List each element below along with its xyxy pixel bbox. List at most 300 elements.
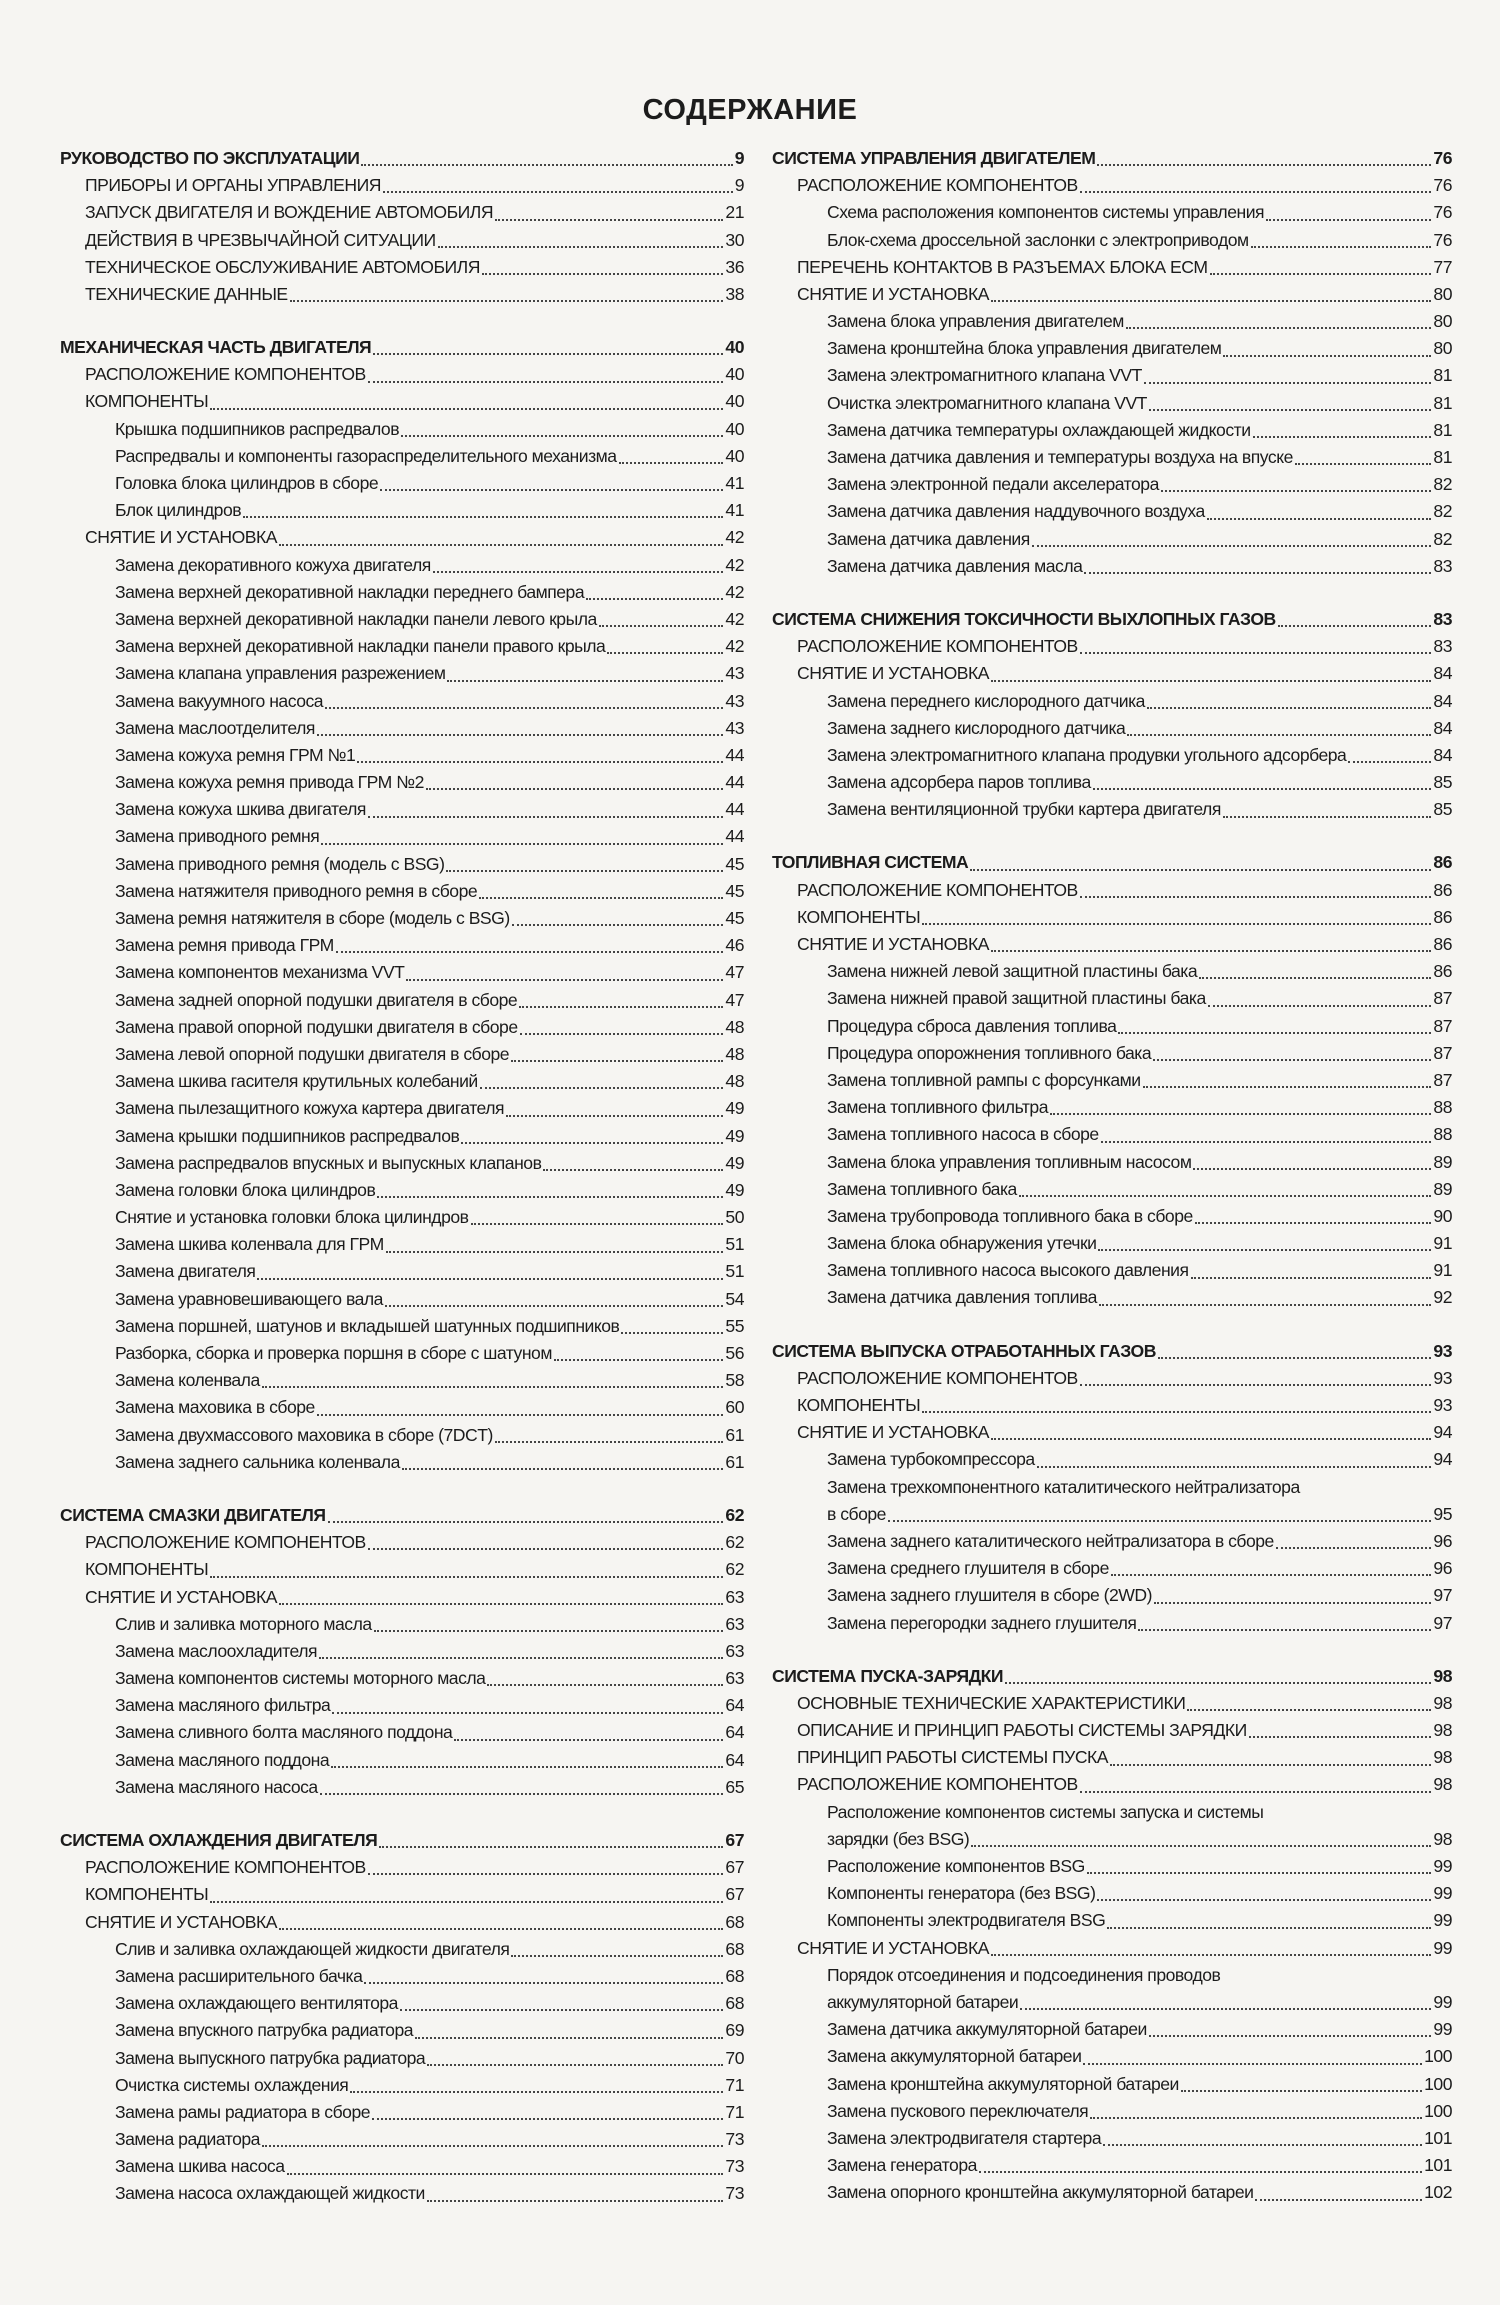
toc-entry[interactable]: [772, 2098, 1452, 2125]
toc-entry[interactable]: [772, 1853, 1452, 1880]
toc-subsection[interactable]: [60, 1854, 744, 1881]
toc-entry[interactable]: [772, 390, 1452, 417]
toc-dot-leader: [1208, 1005, 1432, 1007]
toc-entry[interactable]: [772, 2016, 1452, 2043]
toc-entry-title: в сборе: [827, 1503, 886, 1524]
toc-entry[interactable]: [772, 1121, 1452, 1148]
toc-entry[interactable]: [772, 1094, 1452, 1121]
toc-page-number: 82: [1433, 474, 1452, 495]
toc-entry[interactable]: [60, 769, 744, 796]
toc-entry[interactable]: [60, 932, 744, 959]
toc-page-number: 56: [725, 1343, 744, 1364]
toc-entry-title: Компоненты электродвигателя BSG: [827, 1910, 1106, 1931]
toc-section-heading[interactable]: [772, 606, 1452, 633]
toc-page-number: 99: [1433, 1883, 1452, 1904]
toc-entry[interactable]: [60, 2072, 744, 2099]
toc-page-number: 77: [1433, 256, 1452, 277]
toc-page-number: 83: [1433, 636, 1452, 657]
toc-dot-leader: [447, 680, 723, 682]
toc-dot-leader: [1191, 1277, 1432, 1279]
toc-subsection[interactable]: [772, 1365, 1452, 1392]
toc-entry-title: СНЯТИЕ И УСТАНОВКА: [797, 934, 989, 955]
toc-entry[interactable]: [772, 1610, 1452, 1637]
toc-entry[interactable]: [772, 526, 1452, 553]
toc-entry-title: ПРИБОРЫ И ОРГАНЫ УПРАВЛЕНИЯ: [85, 175, 381, 196]
toc-page-number: 86: [1433, 906, 1452, 927]
toc-subsection[interactable]: [772, 281, 1452, 308]
toc-entry-title: Замена топливного фильтра: [827, 1097, 1048, 1118]
toc-subsection[interactable]: [60, 254, 744, 281]
toc-dot-leader: [495, 219, 723, 221]
toc-page-number: 44: [725, 826, 744, 847]
toc-entry[interactable]: [60, 1963, 744, 1990]
toc-entry[interactable]: [60, 1313, 744, 1340]
toc-entry[interactable]: [60, 633, 744, 660]
toc-entry[interactable]: [60, 1259, 744, 1286]
toc-page-number: 42: [725, 554, 744, 575]
toc-entry-title: Замена компонентов механизма VVT: [115, 962, 405, 983]
toc-entry[interactable]: [60, 1123, 744, 1150]
toc-entry[interactable]: [772, 553, 1452, 580]
toc-entry[interactable]: [60, 688, 744, 715]
toc-entry-title: Блок-схема дроссельной заслонки с электроприводом: [827, 229, 1249, 250]
toc-entry-title: Распредвалы и компоненты газораспределительного механизма: [115, 445, 617, 466]
toc-entry[interactable]: [60, 1286, 744, 1313]
toc-entry[interactable]: [772, 715, 1452, 742]
toc-entry[interactable]: [772, 1555, 1452, 1582]
toc-entry[interactable]: [60, 1720, 744, 1747]
toc-entry[interactable]: [60, 2181, 744, 2208]
toc-entry-title: СНЯТИЕ И УСТАНОВКА: [85, 1911, 277, 1932]
toc-entry-title: Процедура опорожнения топливного бака: [827, 1042, 1152, 1063]
toc-entry-title: СНЯТИЕ И УСТАНОВКА: [797, 283, 989, 304]
toc-subsection[interactable]: [772, 1690, 1452, 1717]
toc-dot-leader: [374, 1630, 724, 1632]
toc-entry[interactable]: [772, 985, 1452, 1012]
toc-section-heading[interactable]: [60, 1502, 744, 1529]
toc-entry-title: Замена адсорбера паров топлива: [827, 772, 1091, 793]
toc-entry-title: Замена блока управления топливным насосом: [827, 1151, 1192, 1172]
toc-section-heading[interactable]: [772, 1338, 1452, 1365]
toc-dot-leader: [1210, 273, 1432, 275]
toc-entry[interactable]: [772, 958, 1452, 985]
toc-entry[interactable]: [772, 1962, 1452, 1989]
toc-page-number: 42: [725, 608, 744, 629]
toc-page-number: 99: [1433, 1910, 1452, 1931]
toc-page-number: 89: [1433, 1151, 1452, 1172]
toc-page-number: 43: [725, 663, 744, 684]
toc-entry-title: Замена датчика аккумуляторной батареи: [827, 2019, 1147, 2040]
toc-page-number: 88: [1433, 1124, 1452, 1145]
toc-page-number: 73: [725, 2183, 744, 2204]
toc-entry[interactable]: [772, 1474, 1452, 1501]
toc-entry[interactable]: [772, 796, 1452, 823]
toc-page-number: 94: [1433, 1422, 1452, 1443]
toc-subsection[interactable]: [60, 361, 744, 388]
toc-entry[interactable]: [772, 1067, 1452, 1094]
toc-dot-leader: [357, 761, 723, 763]
toc-page-number: 98: [1433, 1828, 1452, 1849]
toc-entry[interactable]: [60, 1774, 744, 1801]
toc-entry-title: РАСПОЛОЖЕНИЕ КОМПОНЕНТОВ: [85, 1532, 366, 1553]
toc-dot-leader: [426, 788, 724, 790]
toc-page-number: 76: [1433, 202, 1452, 223]
toc-dot-leader: [1083, 2063, 1422, 2065]
toc-entry-title: ПРИНЦИП РАБОТЫ СИСТЕМЫ ПУСКА: [797, 1747, 1109, 1768]
toc-entry-title: Замена перегородки заднего глушителя: [827, 1612, 1137, 1633]
toc-page-number: 63: [725, 1640, 744, 1661]
toc-entry[interactable]: [60, 1747, 744, 1774]
toc-entry[interactable]: [772, 471, 1452, 498]
toc-page-number: 67: [725, 1857, 744, 1878]
toc-page-number: 63: [725, 1613, 744, 1634]
toc-entry-title: Замена датчика давления и температуры воздуха на впуске: [827, 447, 1293, 468]
toc-subsection[interactable]: [772, 1772, 1452, 1799]
toc-dot-leader: [1127, 734, 1431, 736]
toc-subsection[interactable]: [772, 904, 1452, 931]
toc-entry[interactable]: [60, 1231, 744, 1258]
toc-entry[interactable]: [772, 2071, 1452, 2098]
toc-page-number: 91: [1433, 1260, 1452, 1281]
toc-dot-leader: [991, 1438, 1431, 1440]
toc-entry[interactable]: [60, 1150, 744, 1177]
toc-entry[interactable]: [60, 552, 744, 579]
toc-dot-leader: [290, 300, 724, 302]
toc-section-heading[interactable]: [60, 145, 744, 172]
toc-entry[interactable]: [60, 878, 744, 905]
toc-entry-title: Замена натяжителя приводного ремня в сборе: [115, 880, 478, 901]
toc-entry[interactable]: [772, 1826, 1452, 1853]
toc-dot-leader: [321, 843, 723, 845]
toc-entry[interactable]: [60, 905, 744, 932]
toc-entry[interactable]: [60, 1638, 744, 1665]
toc-dot-leader: [1087, 1872, 1432, 1874]
toc-entry[interactable]: [60, 416, 744, 443]
toc-entry[interactable]: [60, 470, 744, 497]
toc-dot-leader: [287, 2173, 724, 2175]
toc-page-number: 65: [725, 1776, 744, 1797]
toc-page-number: 60: [725, 1397, 744, 1418]
toc-dot-leader: [385, 1305, 723, 1307]
toc-subsection[interactable]: [772, 877, 1452, 904]
toc-entry[interactable]: [772, 1446, 1452, 1473]
toc-page-number: 45: [725, 908, 744, 929]
toc-dot-leader: [210, 408, 723, 410]
toc-subsection[interactable]: [772, 660, 1452, 687]
toc-subsection[interactable]: [60, 227, 744, 254]
toc-entry[interactable]: [60, 2153, 744, 2180]
toc-entry-title: Замена ремня натяжителя в сборе (модель с BSG): [115, 908, 510, 929]
toc-entry[interactable]: [60, 1340, 744, 1367]
toc-page-number: 86: [1433, 879, 1452, 900]
toc-entry[interactable]: [772, 363, 1452, 390]
toc-dot-leader: [331, 1766, 723, 1768]
toc-subsection[interactable]: [60, 172, 744, 199]
toc-dot-leader: [364, 1982, 723, 1984]
toc-entry[interactable]: [60, 959, 744, 986]
toc-entry[interactable]: [772, 1528, 1452, 1555]
toc-entry-title: ТЕХНИЧЕСКИЕ ДАННЫЕ: [85, 283, 288, 304]
toc-dot-leader: [380, 489, 723, 491]
toc-entry-title: Замена масляного фильтра: [115, 1695, 331, 1716]
toc-dot-leader: [402, 1468, 724, 1470]
toc-page-number: 98: [1433, 1665, 1452, 1686]
toc-subsection[interactable]: [772, 172, 1452, 199]
toc-page-number: 85: [1433, 772, 1452, 793]
toc-entry[interactable]: [60, 1367, 744, 1394]
toc-subsection[interactable]: [772, 1419, 1452, 1446]
toc-page-number: 76: [1433, 147, 1452, 168]
toc-dot-leader: [971, 1845, 1431, 1847]
toc-entry[interactable]: [60, 1177, 744, 1204]
toc-page-number: 86: [1433, 961, 1452, 982]
toc-section-heading[interactable]: [772, 850, 1452, 877]
toc-section: [60, 334, 744, 1476]
toc-entry-title: аккумуляторной батареи: [827, 1991, 1019, 2012]
toc-entry-title: Снятие и установка головки блока цилиндров: [115, 1207, 469, 1228]
toc-entry[interactable]: [60, 1449, 744, 1476]
toc-entry-title: Замена кожуха ремня ГРМ №1: [115, 744, 356, 765]
toc-subsection[interactable]: [772, 1392, 1452, 1419]
toc-entry[interactable]: [772, 1257, 1452, 1284]
toc-subsection[interactable]: [60, 389, 744, 416]
toc-entry-title: Замена двигателя: [115, 1261, 256, 1282]
toc-entry[interactable]: [60, 1665, 744, 1692]
toc-entry[interactable]: [772, 1799, 1452, 1826]
toc-page-number: 67: [725, 1830, 744, 1851]
toc-subsection[interactable]: [60, 524, 744, 551]
toc-entry[interactable]: [772, 688, 1452, 715]
toc-entry[interactable]: [772, 1176, 1452, 1203]
toc-dot-leader: [1093, 788, 1432, 790]
toc-entry[interactable]: [60, 1014, 744, 1041]
toc-entry[interactable]: [60, 1611, 744, 1638]
toc-entry[interactable]: [60, 851, 744, 878]
toc-entry[interactable]: [772, 498, 1452, 525]
toc-page-number: 100: [1424, 2073, 1452, 2094]
toc-dot-leader: [599, 625, 724, 627]
toc-entry[interactable]: [772, 417, 1452, 444]
toc-page-number: 82: [1433, 501, 1452, 522]
toc-entry[interactable]: [772, 2043, 1452, 2070]
toc-subsection[interactable]: [772, 931, 1452, 958]
toc-entry-title: Замена ремня привода ГРМ: [115, 935, 334, 956]
toc-entry[interactable]: [60, 1422, 744, 1449]
toc-subsection[interactable]: [60, 1909, 744, 1936]
toc-section-heading[interactable]: [772, 1663, 1452, 1690]
toc-page-number: 54: [725, 1288, 744, 1309]
toc-page-number: 45: [725, 880, 744, 901]
toc-entry[interactable]: [60, 2126, 744, 2153]
toc-section: [772, 850, 1452, 1312]
toc-subsection[interactable]: [60, 199, 744, 226]
toc-entry-title: Замена нижней левой защитной пластины бака: [827, 961, 1198, 982]
toc-entry-title: Замена блока обнаружения утечки: [827, 1233, 1097, 1254]
toc-entry[interactable]: [60, 1041, 744, 1068]
toc-dot-leader: [401, 435, 723, 437]
toc-entry-title: Замена трехкомпонентного каталитического нейтрализатора: [827, 1476, 1300, 1497]
toc-dot-leader: [607, 652, 723, 654]
toc-dot-leader: [279, 544, 723, 546]
toc-entry[interactable]: [772, 742, 1452, 769]
toc-section-heading[interactable]: [60, 334, 744, 361]
page-title: СОДЕРЖАНИЕ: [642, 94, 858, 126]
toc-entry[interactable]: [772, 2152, 1452, 2179]
toc-dot-leader: [1020, 2008, 1431, 2010]
toc-dot-leader: [454, 1739, 723, 1741]
toc-entry[interactable]: [60, 1394, 744, 1421]
toc-dot-leader: [1193, 1168, 1431, 1170]
toc-dot-leader: [1149, 409, 1431, 411]
toc-page-number: 80: [1433, 338, 1452, 359]
toc-page-number: 64: [725, 1749, 744, 1770]
toc-entry[interactable]: [60, 660, 744, 687]
toc-entry[interactable]: [772, 1989, 1452, 2016]
toc-page-number: 82: [1433, 528, 1452, 549]
toc-page-number: 49: [725, 1152, 744, 1173]
toc-entry[interactable]: [60, 824, 744, 851]
toc-dot-leader: [543, 1169, 723, 1171]
toc-page-number: 81: [1433, 447, 1452, 468]
toc-page-number: 51: [725, 1261, 744, 1282]
toc-entry[interactable]: [60, 987, 744, 1014]
toc-subsection[interactable]: [60, 1584, 744, 1611]
toc-subsection[interactable]: [772, 1717, 1452, 1744]
toc-entry-title: Замена приводного ремня: [115, 826, 320, 847]
toc-subsection[interactable]: [60, 1529, 744, 1556]
toc-dot-leader: [433, 571, 724, 573]
toc-dot-leader: [520, 1033, 724, 1035]
toc-entry-title: Замена верхней декоративной накладки переднего бампера: [115, 581, 585, 602]
toc-entry[interactable]: [60, 715, 744, 742]
toc-entry-title: МЕХАНИЧЕСКАЯ ЧАСТЬ ДВИГАТЕЛЯ: [60, 337, 372, 358]
toc-page-number: 40: [725, 364, 744, 385]
toc-dot-leader: [1295, 463, 1432, 465]
toc-entry-title: СИСТЕМА ОХЛАЖДЕНИЯ ДВИГАТЕЛЯ: [60, 1830, 378, 1851]
toc-entry[interactable]: [60, 2017, 744, 2044]
toc-entry[interactable]: [772, 2179, 1452, 2206]
toc-entry[interactable]: [772, 1013, 1452, 1040]
toc-entry-title: РУКОВОДСТВО ПО ЭКСПЛУАТАЦИИ: [60, 147, 360, 168]
toc-dot-leader: [406, 979, 723, 981]
toc-dot-leader: [350, 2091, 723, 2093]
toc-entry-title: ОПИСАНИЕ И ПРИНЦИП РАБОТЫ СИСТЕМЫ ЗАРЯДКИ: [797, 1720, 1247, 1741]
toc-dot-leader: [1255, 2199, 1422, 2201]
toc-entry-title: Замена верхней декоративной накладки панели левого крыла: [115, 608, 597, 629]
toc-entry[interactable]: [772, 1203, 1452, 1230]
toc-page-number: 68: [725, 1911, 744, 1932]
toc-dot-leader: [1005, 1682, 1431, 1684]
toc-entry[interactable]: [772, 1907, 1452, 1934]
toc-entry-title: КОМПОНЕНТЫ: [797, 1395, 921, 1416]
toc-entry[interactable]: [772, 1880, 1452, 1907]
toc-entry-title: Замена распредвалов впускных и выпускных клапанов: [115, 1152, 542, 1173]
toc-entry[interactable]: [772, 2125, 1452, 2152]
toc-entry[interactable]: [772, 199, 1452, 226]
toc-column-right: [772, 145, 1452, 2233]
toc-dot-leader: [1161, 490, 1432, 492]
toc-page-number: 67: [725, 1884, 744, 1905]
toc-entry-title: Схема расположения компонентов системы управления: [827, 202, 1265, 223]
toc-entry[interactable]: [772, 227, 1452, 254]
toc-entry-title: СИСТЕМА ВЫПУСКА ОТРАБОТАННЫХ ГАЗОВ: [772, 1340, 1156, 1361]
toc-entry-title: Замена кожуха ремня привода ГРМ №2: [115, 772, 424, 793]
toc-entry[interactable]: [60, 497, 744, 524]
toc-entry-title: Замена топливного насоса высокого давления: [827, 1260, 1189, 1281]
toc-subsection[interactable]: [772, 633, 1452, 660]
toc-page-number: 44: [725, 744, 744, 765]
toc-dot-leader: [1144, 382, 1432, 384]
toc-subsection[interactable]: [772, 1935, 1452, 1962]
toc-entry[interactable]: [60, 1095, 744, 1122]
toc-entry[interactable]: [60, 1990, 744, 2017]
toc-dot-leader: [446, 870, 723, 872]
toc-page-number: 50: [725, 1207, 744, 1228]
toc-dot-leader: [210, 1901, 723, 1903]
toc-entry[interactable]: [60, 2045, 744, 2072]
toc-entry[interactable]: [772, 1501, 1452, 1528]
toc-entry[interactable]: [60, 1692, 744, 1719]
toc-entry-title: Замена насоса охлаждающей жидкости: [115, 2183, 425, 2204]
toc-entry[interactable]: [772, 1149, 1452, 1176]
toc-entry[interactable]: [60, 2099, 744, 2126]
toc-entry[interactable]: [772, 769, 1452, 796]
toc-entry[interactable]: [60, 606, 744, 633]
toc-entry[interactable]: [772, 308, 1452, 335]
toc-entry[interactable]: [60, 796, 744, 823]
toc-subsection[interactable]: [60, 1881, 744, 1908]
toc-entry[interactable]: [772, 1040, 1452, 1067]
toc-page-number: 42: [725, 581, 744, 602]
toc-entry[interactable]: [60, 1204, 744, 1231]
toc-section: [60, 1502, 744, 1801]
toc-dot-leader: [368, 1548, 724, 1550]
toc-entry-title: Компоненты генератора (без BSG): [827, 1883, 1096, 1904]
toc-subsection[interactable]: [60, 281, 744, 308]
toc-dot-leader: [479, 897, 723, 899]
toc-entry[interactable]: [772, 444, 1452, 471]
toc-entry-title: Замена заднего каталитического нейтрализатора в сборе: [827, 1530, 1274, 1551]
toc-entry-title: КОМПОНЕНТЫ: [85, 391, 209, 412]
toc-page-number: 81: [1433, 365, 1452, 386]
toc-entry[interactable]: [60, 579, 744, 606]
toc-entry[interactable]: [772, 335, 1452, 362]
toc-dot-leader: [386, 1251, 724, 1253]
toc-dot-leader: [1147, 707, 1431, 709]
toc-page-number: 43: [725, 717, 744, 738]
toc-dot-leader: [279, 1928, 723, 1930]
toc-entry[interactable]: [772, 1230, 1452, 1257]
toc-page-number: 58: [725, 1370, 744, 1391]
toc-entry-title: Замена датчика давления масла: [827, 555, 1083, 576]
toc-subsection[interactable]: [60, 1556, 744, 1583]
toc-entry[interactable]: [60, 1936, 744, 1963]
toc-entry[interactable]: [772, 1582, 1452, 1609]
toc-page-number: 85: [1433, 799, 1452, 820]
toc-subsection[interactable]: [772, 1744, 1452, 1771]
toc-page-number: 71: [725, 2101, 744, 2122]
toc-entry[interactable]: [60, 443, 744, 470]
toc-subsection[interactable]: [772, 254, 1452, 281]
toc-section-heading[interactable]: [60, 1827, 744, 1854]
toc-entry-title: Расположение компонентов системы запуска и системы: [827, 1801, 1264, 1822]
toc-entry-title: ДЕЙСТВИЯ В ЧРЕЗВЫЧАЙНОЙ СИТУАЦИИ: [85, 229, 436, 250]
toc-entry[interactable]: [772, 1285, 1452, 1312]
toc-dot-leader: [438, 246, 724, 248]
toc-entry[interactable]: [60, 1068, 744, 1095]
toc-entry[interactable]: [60, 742, 744, 769]
toc-section-heading[interactable]: [772, 145, 1452, 172]
